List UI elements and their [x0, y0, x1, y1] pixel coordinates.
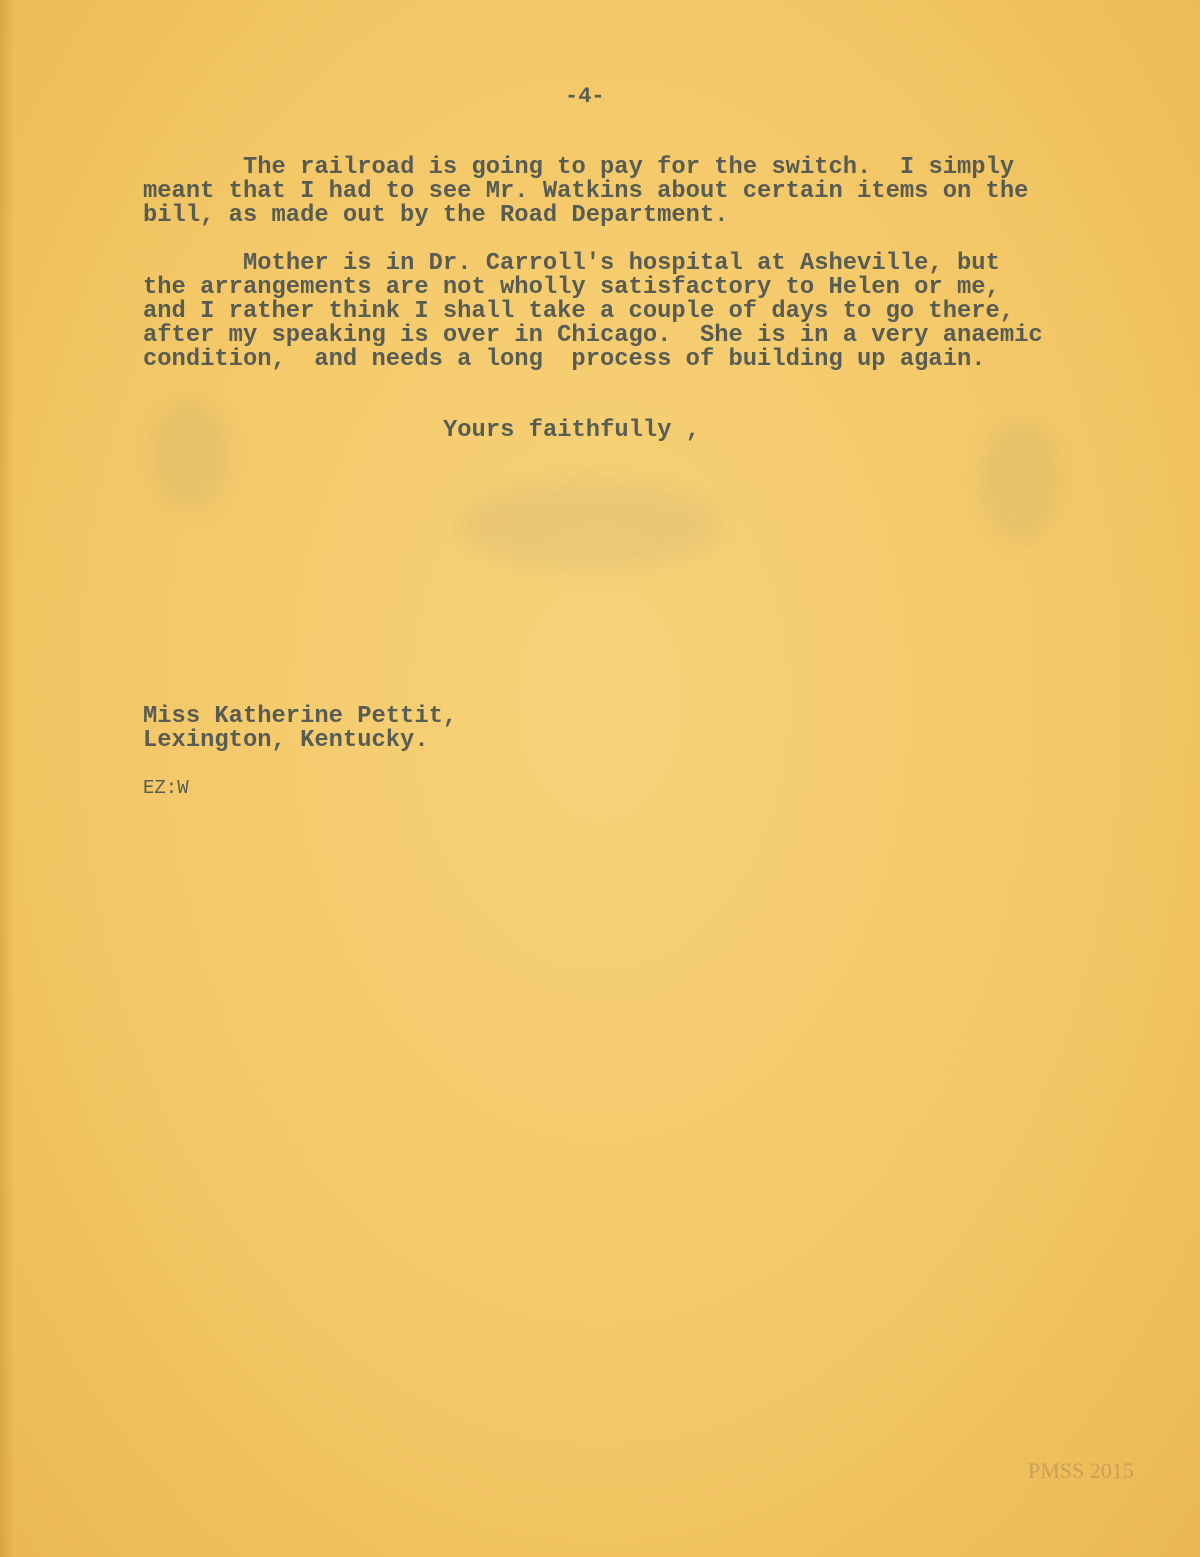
watermark: PMSS 2015	[1028, 1458, 1134, 1483]
recipient-name: Miss Katherine Pettit,	[143, 703, 458, 730]
page-number: -4-	[565, 84, 605, 109]
paragraph-2-line: condition, and needs a long process of building up again.	[143, 346, 986, 373]
recipient-address: Lexington, Kentucky.	[143, 727, 429, 754]
paragraph-2-line: and I rather think I shall take a couple of days to go there,	[143, 298, 1015, 325]
ink-smudge	[150, 400, 230, 510]
paragraph-2-line: Mother is in Dr. Carroll's hospital at Asheville, but	[243, 250, 1000, 277]
paragraph-2-line: after my speaking is over in Chicago. She is in a very anaemic	[143, 322, 1043, 349]
page-edge-left	[0, 0, 14, 1557]
paragraph-2-line: the arrangements are not wholly satisfactory to Helen or me,	[143, 274, 1000, 301]
closing: Yours faithfully ,	[443, 417, 701, 444]
ink-smudge	[460, 480, 720, 570]
paragraph-1-line: The railroad is going to pay for the switch. I simply	[243, 154, 1015, 181]
typist-initials: EZ:W	[143, 777, 189, 799]
paragraph-1-line: meant that I had to see Mr. Watkins about certain items on the	[143, 178, 1029, 205]
ink-smudge	[980, 420, 1060, 540]
paragraph-1-line: bill, as made out by the Road Department.	[143, 202, 729, 229]
